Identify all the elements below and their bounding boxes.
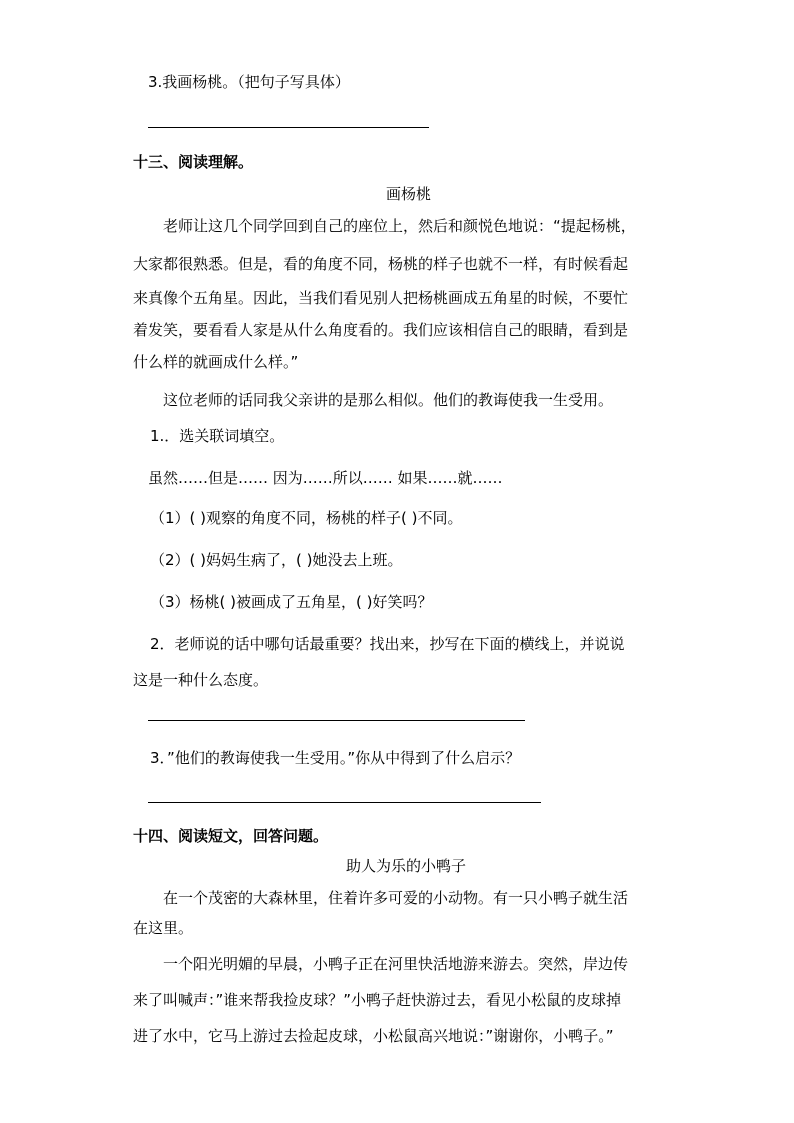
- s13-para1-line3: 来真像个五角星。因此，当我们看见别人把杨桃画成五角星的时候，不要忙: [133, 289, 629, 307]
- s14-para2-line3: 进了水中，它马上游过去捡起皮球，小松鼠高兴地说：”谢谢你，小鸭子。”: [133, 1027, 614, 1045]
- answer-line-s13-q3: [148, 802, 541, 803]
- s13-fill-2: （2）( )妈妈生病了，( )她没去上班。: [150, 551, 403, 569]
- section-14-title: 助人为乐的小鸭子: [346, 857, 467, 875]
- answer-line-prev-3: [148, 127, 429, 128]
- s13-fill-3: （3）杨桃( )被画成了五角星，( )好笑吗？: [150, 593, 433, 611]
- question-3-prev: 3.我画杨桃。（把句子写具体）: [148, 73, 350, 91]
- s14-para1-line1: 在一个茂密的大森林里，住着许多可爱的小动物。有一只小鸭子就生活: [163, 889, 629, 907]
- s13-para1-line2: 大家都很熟悉。但是，看的角度不同，杨桃的样子也就不一样，有时候看起: [133, 255, 629, 273]
- s13-question-1: 1.．选关联词填空。: [150, 427, 285, 445]
- s13-para1-line1: 老师让这几个同学回到自己的座位上，然后和颜悦色地说：“提起杨桃，: [163, 217, 636, 235]
- s13-question-3: 3．”他们的教诲使我一生受用。”你从中得到了什么启示？: [150, 749, 521, 767]
- s13-para1-line4: 着发笑，要看看人家是从什么角度看的。我们应该相信自己的眼睛，看到是: [133, 321, 629, 339]
- section-13-title: 画杨桃: [386, 185, 432, 203]
- s13-question-2-line2: 这是一种什么态度。: [133, 671, 269, 689]
- section-14-heading: 十四、阅读短文，回答问题。: [133, 827, 329, 845]
- s13-para2: 这位老师的话同我父亲讲的是那么相似。他们的教诲使我一生受用。: [163, 391, 614, 409]
- s13-conjunction-options: 虽然……但是…… 因为……所以…… 如果……就……: [148, 469, 503, 487]
- s13-fill-1: （1）( )观察的角度不同，杨桃的样子( )不同。: [150, 509, 463, 527]
- section-13-heading: 十三、阅读理解。: [133, 153, 254, 171]
- s13-para1-line5: 什么样的就画成什么样。”: [133, 353, 299, 371]
- s14-para1-line2: 在这里。: [133, 919, 194, 937]
- answer-line-s13-q2: [148, 720, 525, 721]
- s13-question-2-line1: 2．老师说的话中哪句话最重要？找出来，抄写在下面的横线上，并说说: [150, 635, 625, 653]
- s14-para2-line2: 来了叫喊声：”谁来帮我捡皮球？”小鸭子赶快游过去，看见小松鼠的皮球掉: [133, 991, 622, 1009]
- s14-para2-line1: 一个阳光明媚的早晨，小鸭子正在河里快活地游来游去。突然，岸边传: [163, 955, 629, 973]
